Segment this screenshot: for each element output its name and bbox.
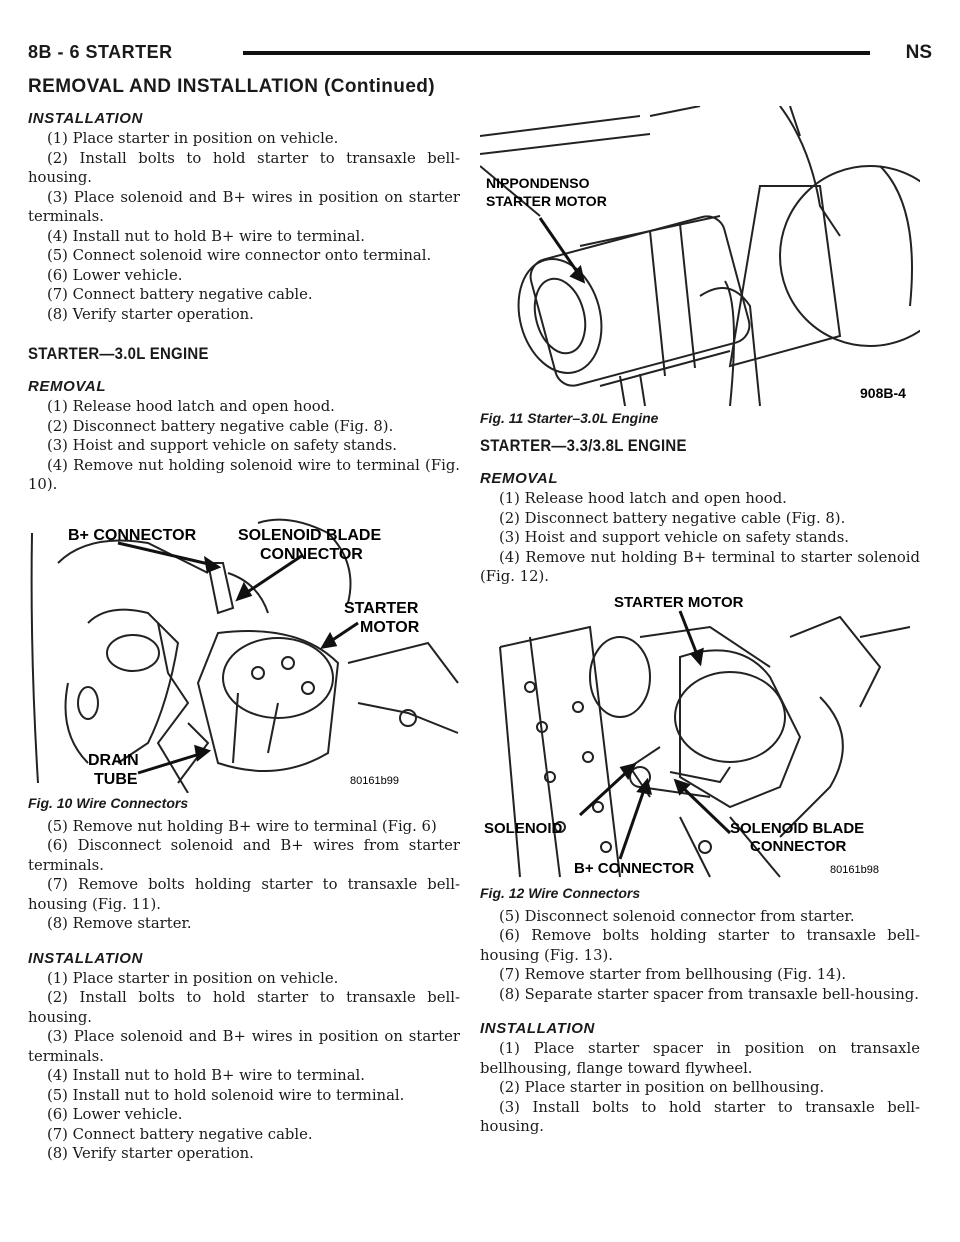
- fig11-label-nippondenso: NIPPONDENSO: [486, 175, 590, 191]
- installation-steps: [28, 129, 460, 324]
- fig12-label-b-connector: B+ CONNECTOR: [574, 859, 695, 877]
- removal-steps: [28, 397, 460, 495]
- step: (7) Connect battery negative cable.: [47, 286, 313, 303]
- step: (6) Lower vehicle.: [47, 266, 183, 284]
- step: (2) Install bolts to hold starter to transaxle bell-housing.: [28, 989, 460, 1026]
- removal-heading: REMOVAL: [28, 378, 107, 395]
- fig10-label-starter: STARTER: [344, 599, 419, 617]
- page-header: [28, 38, 932, 68]
- installation-heading: INSTALLATION: [480, 1020, 595, 1037]
- step: (5) Install nut to hold solenoid wire to terminal.: [47, 1086, 405, 1104]
- step: (3) Place solenoid and B+ wires in position on starter terminals.: [28, 188, 460, 225]
- fig10-label-drain: DRAIN: [88, 751, 139, 769]
- step: (3) Place solenoid and B+ wires in position on starter terminals.: [28, 1028, 460, 1065]
- continued-heading: REMOVAL AND INSTALLATION (Continued): [28, 76, 436, 97]
- step: (6) Disconnect solenoid and B+ wires from starter terminals.: [28, 837, 460, 874]
- step: (2) Place starter in position on bellhousing.: [499, 1079, 825, 1096]
- left-column: [28, 108, 460, 1164]
- figure-11-caption: Fig. 11 Starter–3.0L Engine: [480, 410, 659, 426]
- step: (1) Place starter spacer in position on transaxle bellhousing, flange toward flywheel.: [480, 1040, 920, 1077]
- step: (4) Install nut to hold B+ wire to terminal.: [47, 1067, 365, 1084]
- fig10-label-tube: TUBE: [94, 770, 138, 788]
- section-title: STARTER—3.3/3.8L ENGINE: [480, 436, 687, 455]
- figure-12-caption: Fig. 12 Wire Connectors: [480, 884, 641, 901]
- step: (7) Connect battery negative cable.: [47, 1125, 313, 1143]
- step: (4) Remove nut holding B+ terminal to starter solenoid (Fig. 12).: [480, 548, 920, 585]
- step: (4) Install nut to hold B+ wire to terminal.: [47, 227, 365, 245]
- step: (7) Remove starter from bellhousing (Fig. 14).: [499, 966, 847, 983]
- fig11-code: 908B-4: [860, 385, 906, 401]
- step: (6) Remove bolts holding starter to transaxle bell-housing (Fig. 13).: [480, 927, 920, 964]
- step: (3) Install bolts to hold starter to transaxle bell-housing.: [480, 1098, 920, 1135]
- step: (7) Remove bolts holding starter to transaxle bell-housing (Fig. 11).: [28, 876, 460, 913]
- installation-heading-2: INSTALLATION: [28, 949, 143, 967]
- fig10-label-solenoid-blade: SOLENOID BLADE: [238, 526, 382, 544]
- step: (2) Disconnect battery negative cable (Fig. 8).: [47, 417, 394, 435]
- figure-11: [480, 106, 920, 426]
- fig12-code: 80161b98: [830, 863, 879, 876]
- right-column: [480, 106, 920, 1137]
- fig12-label-solenoid: SOLENOID: [484, 819, 563, 837]
- step: (8) Verify starter operation.: [47, 1145, 254, 1162]
- fig10-label-connector: CONNECTOR: [260, 545, 363, 563]
- fig10-label-b-connector: B+ CONNECTOR: [68, 526, 197, 544]
- fig12-label-starter-motor: STARTER MOTOR: [614, 596, 744, 611]
- step: (1) Release hood latch and open hood.: [47, 398, 335, 415]
- removal-heading: REMOVAL: [480, 470, 559, 487]
- removal-steps-continued: [28, 817, 460, 934]
- fig12-label-solenoid-blade: SOLENOID BLADE: [730, 819, 865, 837]
- step: (5) Connect solenoid wire connector onto terminal.: [47, 247, 432, 264]
- fig10-label-motor: MOTOR: [360, 618, 420, 636]
- header-rule: [243, 51, 870, 55]
- removal-steps: [480, 489, 920, 587]
- installation-steps: [480, 1039, 920, 1137]
- removal-steps-continued: [480, 907, 920, 1005]
- step: (1) Place starter in position on vehicle.: [47, 130, 339, 147]
- installation-heading: INSTALLATION: [28, 110, 143, 127]
- header-section-label: 8B - 6 STARTER: [28, 42, 173, 62]
- step: (5) Remove nut holding B+ wire to terminal (Fig. 6): [47, 817, 437, 835]
- figure-12-illustration: [480, 597, 920, 883]
- section-title: STARTER—3.0L ENGINE: [28, 344, 209, 363]
- step: (1) Release hood latch and open hood.: [499, 490, 787, 507]
- figure-10-caption: Fig. 10 Wire Connectors: [28, 794, 189, 811]
- fig12-label-connector: CONNECTOR: [750, 837, 847, 855]
- figure-10: [28, 503, 460, 811]
- installation-steps-2: [28, 969, 460, 1164]
- figure-10-illustration: [28, 503, 460, 793]
- step: (8) Remove starter.: [47, 915, 192, 932]
- header-model-code: NS: [905, 42, 932, 63]
- figure-12: [480, 597, 920, 901]
- step: (5) Disconnect solenoid connector from starter.: [499, 907, 855, 925]
- step: (6) Lower vehicle.: [47, 1106, 183, 1123]
- step: (8) Separate starter spacer from transaxle bell-housing.: [499, 985, 919, 1003]
- step: (8) Verify starter operation.: [47, 305, 254, 323]
- step: (2) Install bolts to hold starter to transaxle bell-housing.: [28, 149, 460, 186]
- step: (1) Place starter in position on vehicle.: [47, 969, 339, 987]
- fig11-label-starter-motor: STARTER MOTOR: [486, 193, 607, 209]
- fig10-code: 80161b99: [350, 774, 399, 787]
- step: (4) Remove nut holding solenoid wire to terminal (Fig. 10).: [28, 456, 460, 493]
- step: (3) Hoist and support vehicle on safety stands.: [499, 529, 849, 546]
- step: (3) Hoist and support vehicle on safety stands.: [47, 437, 397, 454]
- figure-11-illustration: [480, 106, 920, 408]
- step: (2) Disconnect battery negative cable (Fig. 8).: [499, 509, 846, 527]
